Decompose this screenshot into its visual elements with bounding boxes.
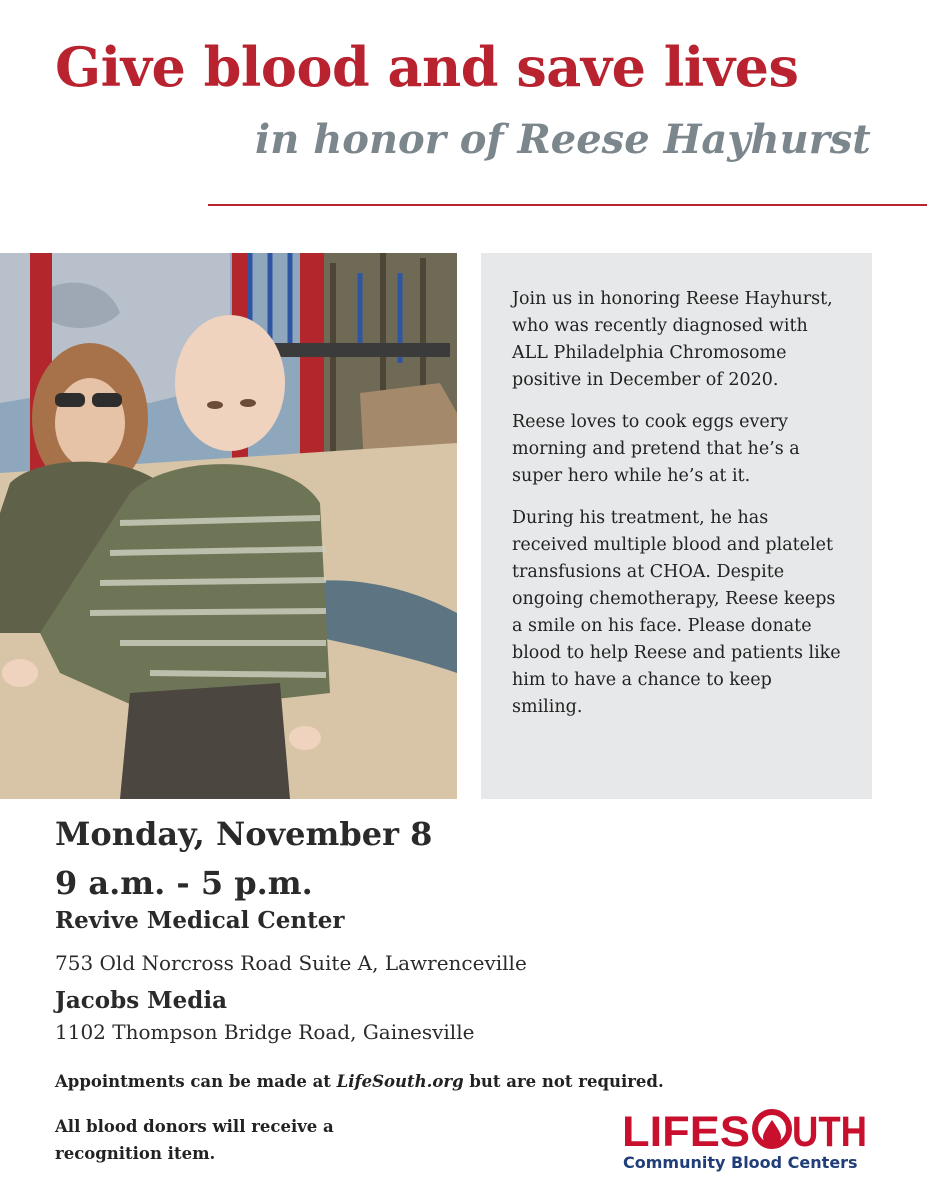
- appointments-prefix: Appointments can be made at: [55, 1072, 337, 1091]
- lifesouth-link[interactable]: LifeSouth.org: [336, 1072, 464, 1091]
- appointments-note: [55, 1069, 664, 1095]
- divider: [208, 204, 927, 206]
- logo-text-right: UTH: [792, 1108, 867, 1156]
- lifesouth-wordmark: [620, 1106, 870, 1156]
- location-address: 1102 Thompson Bridge Road, Gainesville: [55, 1020, 475, 1044]
- page-subtitle: in honor of Reese Hayhurst: [255, 116, 871, 163]
- photo-of-reese-playground-icon: [0, 253, 457, 799]
- logo-text-left: LIFES: [622, 1108, 750, 1156]
- appointments-suffix: but are not required.: [463, 1072, 664, 1091]
- page-title: Give blood and save lives: [55, 35, 799, 99]
- story-paragraph: During his treatment, he has received multiple blood and platelet transfusions at CHOA. Despite ongoing chemotherapy, Reese keeps a smile on his face. Please donate blood to help Reese and patients like him to have a chance to keep smiling.: [512, 508, 841, 717]
- story-paragraph: Join us in honoring Reese Hayhurst, who was recently diagnosed with ALL Philadelphia Chromosome positive in December of 2020.: [512, 289, 833, 390]
- story-panel: [481, 253, 872, 799]
- location-address: 753 Old Norcross Road Suite A, Lawrenceville: [55, 951, 527, 975]
- recognition-note: All blood donors will receive a recognition item.: [55, 1117, 334, 1163]
- story-paragraph: Reese loves to cook eggs every morning and pretend that he’s a super hero while he’s at it.: [512, 412, 800, 486]
- location-name: Jacobs Media: [55, 987, 227, 1014]
- lifesouth-logo: [620, 1106, 880, 1176]
- photo-of-reese: [0, 253, 457, 799]
- blood-drop-icon: [755, 1112, 789, 1146]
- logo-tagline: Community Blood Centers: [623, 1153, 858, 1172]
- event-time: 9 a.m. - 5 p.m.: [55, 864, 313, 902]
- location-name: Revive Medical Center: [55, 907, 345, 934]
- event-date: Monday, November 8: [55, 815, 433, 853]
